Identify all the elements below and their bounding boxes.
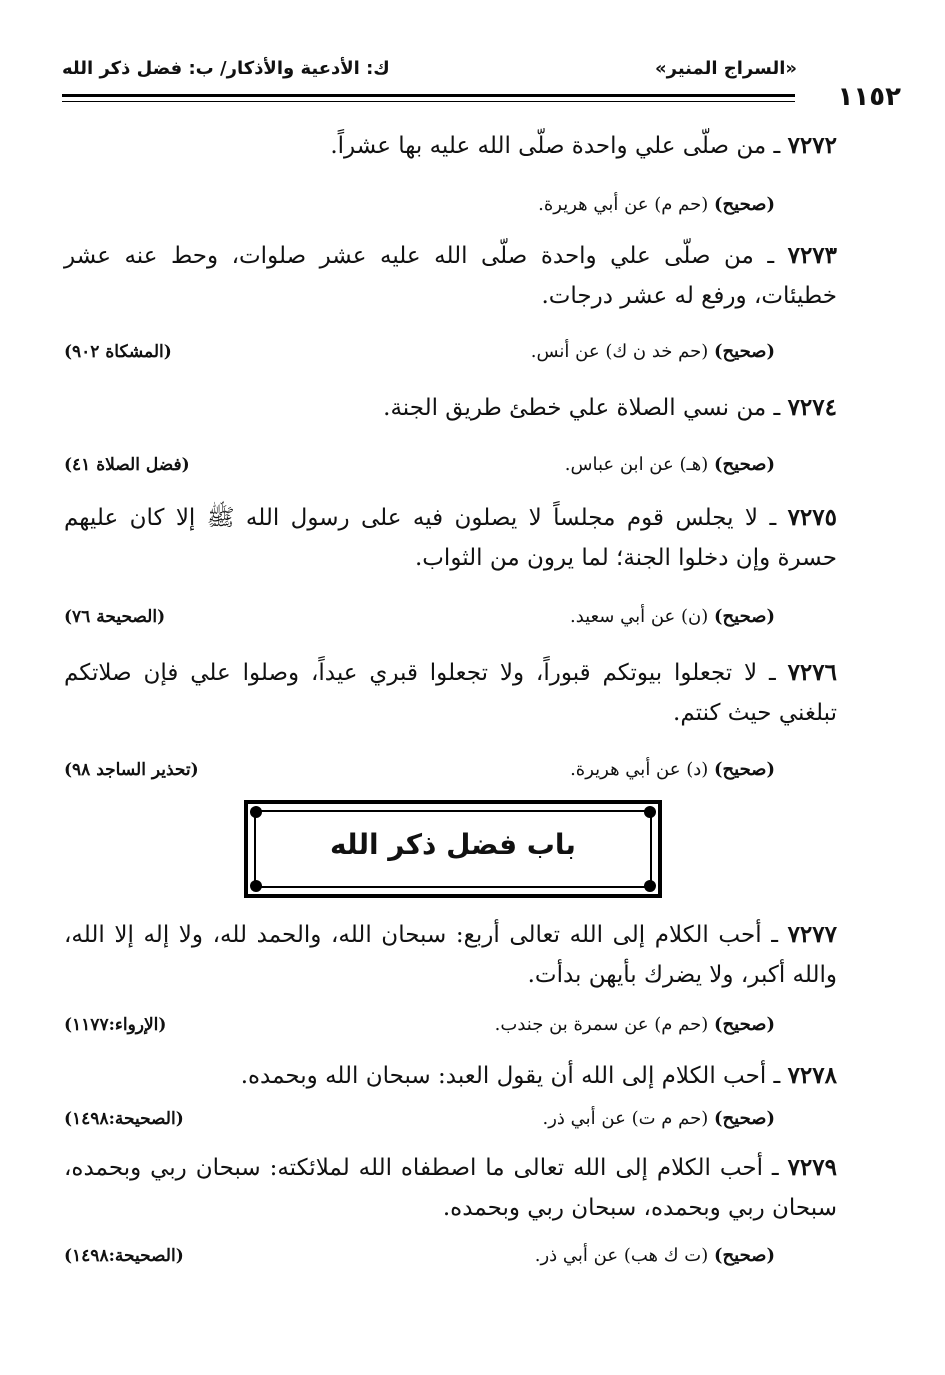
hadith-grade: (صحيح) [714, 1014, 775, 1035]
hadith-reference: (الصحيحة:١٤٩٨) [64, 1109, 184, 1129]
hadith-source-line [64, 757, 775, 783]
hadith-reference: (المشكاة ٩٠٢) [64, 342, 172, 362]
hadith-text: ـ أحب الكلام إلى الله تعالى ما اصطفاه الله لملائكته: سبحان ربي وبحمده، سبحان ربي وبحمده، سبحان ربي وبحمده. [64, 1155, 837, 1221]
hadith-text: ـ أحب الكلام إلى الله أن يقول العبد: سبحان الله وبحمده. [240, 1063, 781, 1089]
hadith-entry [64, 236, 837, 316]
page-number: ١١٥٢ [837, 82, 901, 112]
hadith-source: (ت ك هب) عن أبي ذر. [534, 1245, 709, 1266]
hadith-source-line [64, 339, 775, 365]
hadith-text: ـ من صلّى علي واحدة صلّى الله عليه بها عشراً. [330, 133, 781, 159]
hadith-source: (ن) عن أبي سعيد. [570, 606, 709, 627]
hadith-reference: (الصحيحة:١٤٩٨) [64, 1246, 184, 1266]
hadith-number: ٧٢٧٩ [787, 1154, 837, 1181]
hadith-number: ٧٢٧٧ [787, 921, 837, 948]
hadith-source-line [64, 1243, 775, 1269]
hadith-number: ٧٢٧٤ [787, 394, 837, 421]
hadith-text: ـ من صلّى علي واحدة صلّى الله عليه عشر صلوات، وحط عنه عشر خطيئات، ورفع له عشر درجات. [64, 243, 837, 309]
frame-corner-ornament [644, 880, 656, 892]
frame-corner-ornament [250, 806, 262, 818]
book-title: «السراج المنير» [655, 58, 797, 79]
chapter-heading-box [244, 800, 662, 898]
hadith-source: (حم م ت) عن أبي ذر. [542, 1108, 709, 1129]
hadith-source: (هـ) عن ابن عباس. [564, 454, 709, 475]
hadith-number: ٧٢٧٣ [787, 242, 838, 269]
hadith-source-line [64, 192, 775, 218]
hadith-text: ـ أحب الكلام إلى الله تعالى أربع: سبحان الله، والحمد لله، ولا إله إلا الله، والله أكبر، ولا يضرك بأيهن بدأت. [64, 922, 837, 988]
hadith-reference: (تحذير الساجد ٩٨) [64, 760, 199, 780]
hadith-entry [64, 388, 837, 428]
hadith-grade: (صحيح) [714, 194, 775, 215]
hadith-entry [64, 126, 837, 166]
frame-corner-ornament [644, 806, 656, 818]
hadith-number: ٧٢٧٦ [787, 659, 837, 686]
hadith-reference: (الإرواء:١١٧٧) [64, 1015, 167, 1035]
hadith-grade: (صحيح) [714, 341, 775, 362]
hadith-text: ـ لا تجعلوا بيوتكم قبوراً، ولا تجعلوا قبري عيداً، وصلوا علي فإن صلاتكم تبلغني حيث كنتم. [64, 660, 837, 726]
hadith-source-line [64, 452, 775, 478]
hadith-reference: (فضل الصلاة ٤١) [64, 455, 190, 475]
hadith-source-line [64, 1106, 775, 1132]
chapter-title: باب فضل ذكر الله [330, 828, 576, 861]
section-title: ك: الأدعية والأذكار/ ب: فضل ذكر الله [62, 58, 390, 79]
hadith-text: ـ لا يجلس قوم مجلساً لا يصلون فيه على رسول الله ﷺ إلا كان عليهم حسرة وإن دخلوا الجنة؛ لما يرون من الثواب. [64, 505, 837, 571]
frame-corner-ornament [250, 880, 262, 892]
hadith-grade: (صحيح) [714, 1108, 775, 1129]
hadith-text: ـ من نسي الصلاة علي خطئ طريق الجنة. [383, 395, 781, 421]
hadith-grade: (صحيح) [714, 606, 775, 627]
hadith-source: (حم م) عن أبي هريرة. [538, 194, 709, 215]
hadith-entry [64, 653, 837, 733]
hadith-source: (د) عن أبي هريرة. [570, 759, 709, 780]
hadith-number: ٧٢٧٨ [787, 1062, 837, 1089]
hadith-entry [64, 1056, 837, 1096]
hadith-source: (حم خد ن ك) عن أنس. [530, 341, 709, 362]
header-rule-thin [62, 101, 795, 102]
hadith-entry [64, 1148, 837, 1228]
running-header [62, 58, 897, 88]
hadith-source-line [64, 604, 775, 630]
hadith-grade: (صحيح) [714, 454, 775, 475]
hadith-source: (حم م) عن سمرة بن جندب. [494, 1014, 709, 1035]
hadith-grade: (صحيح) [714, 759, 775, 780]
hadith-reference: (الصحيحة ٧٦) [64, 607, 166, 627]
hadith-entry [64, 915, 837, 995]
hadith-entry [64, 498, 837, 578]
hadith-number: ٧٢٧٢ [787, 132, 837, 159]
hadith-grade: (صحيح) [714, 1245, 775, 1266]
hadith-source-line [64, 1012, 775, 1038]
hadith-number: ٧٢٧٥ [787, 504, 837, 531]
header-rule-thick [62, 94, 795, 97]
